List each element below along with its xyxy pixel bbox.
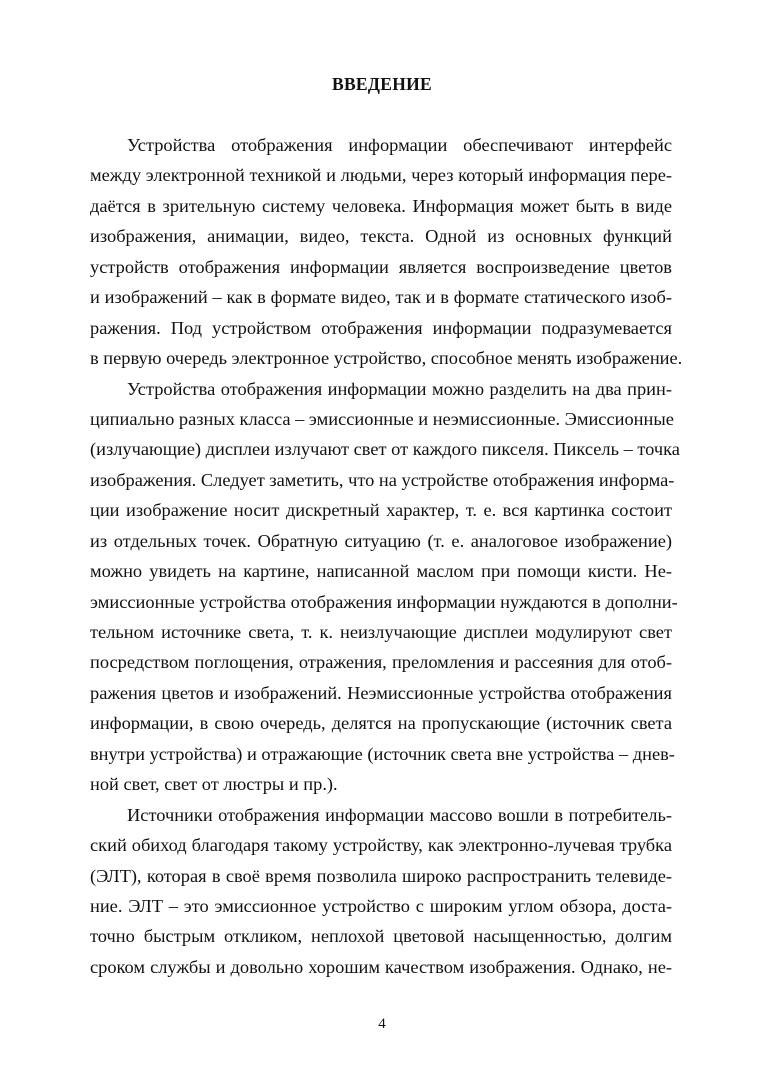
text-line: можно увидеть на картине, написанной маслом при помощи кисти. Не- — [90, 561, 672, 582]
text-line: посредством поглощения, отражения, преломления и рассеяния для отоб- — [90, 652, 672, 673]
text-line: эмиссионные устройства отображения информации нуждаются в дополни- — [90, 591, 678, 612]
text-line: ражения. Под устройством отображения информации подразумевается — [90, 317, 672, 338]
text-line: между электронной техникой и людьми, через который информация пере- — [90, 165, 672, 186]
text-line: ражения цветов и изображений. Неэмиссионные устройства отображения — [90, 682, 672, 703]
text-line: изображения. Следует заметить, что на устройстве отображения информа- — [90, 469, 675, 490]
text-line: информации, в свою очередь, делятся на пропускающие (источник света — [90, 713, 672, 734]
text-line: в первую очередь электронное устройство, способное менять изображение. — [90, 348, 683, 369]
paragraph — [90, 800, 672, 983]
text-line: даётся в зрительную систему человека. Информация может быть в виде — [90, 195, 672, 216]
paragraph — [90, 374, 680, 800]
body-text — [90, 130, 683, 982]
text-line: Источники отображения информации массово вошли в потребитель- — [127, 804, 672, 825]
text-line: точно быстрым откликом, неплохой цветовой насыщенностью, долгим — [90, 926, 672, 947]
text-line: изображения, анимации, видео, текста. Одной из основных функций — [90, 226, 672, 247]
text-line: ние. ЭЛТ – это эмиссионное устройство с широким углом обзора, доста- — [90, 895, 672, 916]
chapter-title: ВВЕДЕНИЕ — [331, 74, 433, 94]
text-line: внутри устройства) и отражающие (источник света вне устройства – днев- — [90, 743, 675, 764]
paragraph — [90, 130, 683, 374]
text-line: ский обиход благодаря такому устройству, как электронно-лучевая трубка — [90, 835, 672, 856]
text-line: сроком службы и довольно хорошим качеством изображения. Однако, не- — [90, 956, 672, 977]
text-line: ципиально разных класса – эмиссионные и неэмиссионные. Эмиссионные — [90, 408, 674, 429]
text-line: (излучающие) дисплеи излучают свет от каждого пикселя. Пиксель – точка — [90, 439, 680, 460]
text-line: Устройства отображения информации обеспечивают интерфейс — [127, 135, 672, 155]
text-line: ции изображение носит дискретный характер, т. е. вся картинка состоит — [90, 500, 672, 521]
text-line: из отдельных точек. Обратную ситуацию (т. е. аналоговое изображение) — [90, 530, 672, 551]
text-line: (ЭЛТ), которая в своё время позволила широко распространить телевиде- — [90, 865, 672, 886]
text-line: тельном источнике света, т. к. неизлучающие дисплеи модулируют свет — [90, 622, 672, 642]
page-number: 4 — [378, 1016, 386, 1032]
text-line: и изображений – как в формате видео, так и в формате статического изоб- — [90, 287, 672, 308]
text-line: ной свет, свет от люстры и пр.). — [90, 774, 338, 795]
text-line: Устройства отображения информации можно разделить на два прин- — [127, 378, 672, 399]
text-line: устройств отображения информации является воспроизведение цветов — [90, 256, 672, 277]
